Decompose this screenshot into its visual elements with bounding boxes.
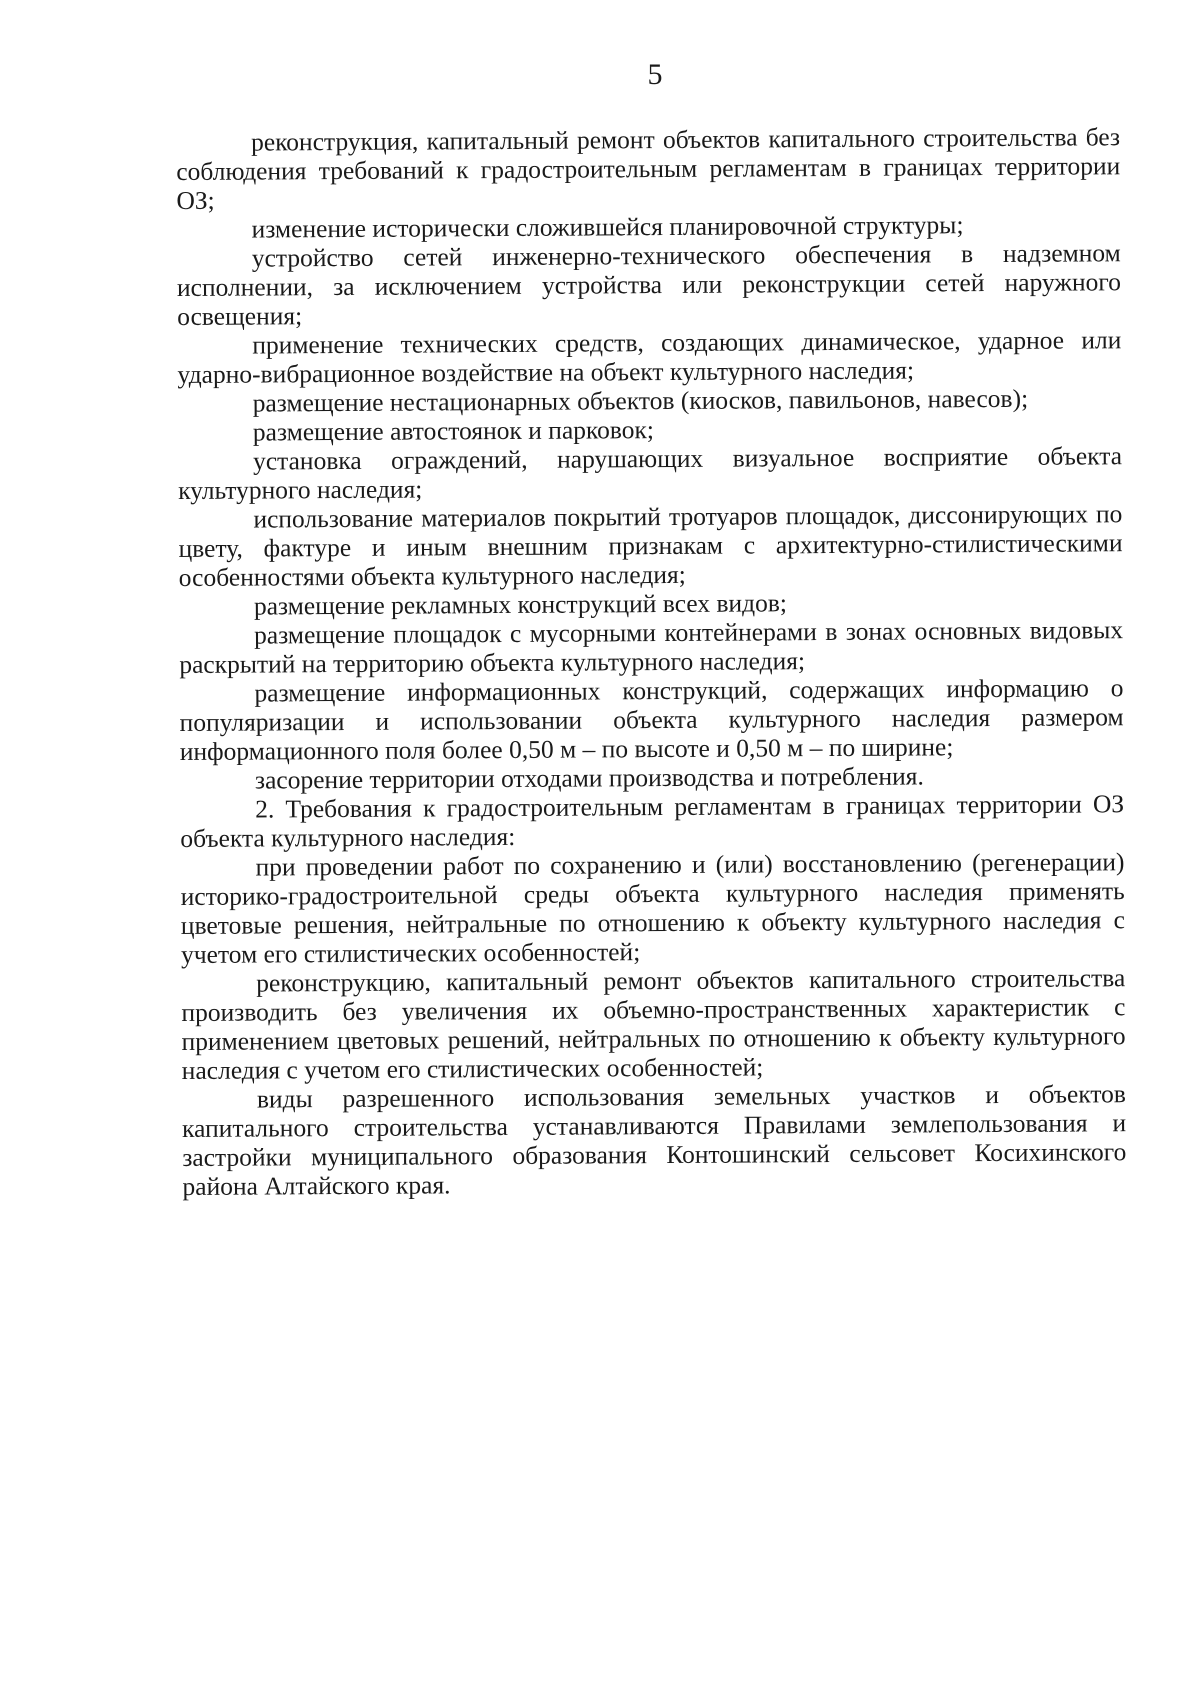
paragraph: применение технических средств, создающих динамическое, ударное или ударно-вибрационное воздействие на объект культурного наследия; — [177, 325, 1122, 389]
paragraph: виды разрешенного использования земельных участков и объектов капитального строительства устанавливаются Правилами землепользования и застройки муниципального образования Контошинский сельсовет Косихинского района Алтайского края. — [182, 1079, 1127, 1201]
paragraph: изменение исторически сложившейся планировочной структуры; — [251, 210, 964, 244]
paragraph: использование материалов покрытий тротуаров площадок, диссонирующих по цвету, фактуре и иным внешним признакам с архитектурно-стилистическими особенностями объекта культурного наследия; — [178, 499, 1123, 592]
page-number: 5 — [647, 58, 663, 91]
paragraph: засорение территории отходами производства и потребления. — [254, 761, 924, 795]
paragraph: устройство сетей инженерно-технического обеспечения в надземном исполнении, за исключением устройства или реконструкции сетей наружного освещения; — [176, 238, 1122, 331]
paragraph: размещение нестационарных объектов (киосков, павильонов, навесов); — [252, 383, 1029, 418]
paragraph: реконструкцию, капитальный ремонт объектов капитального строительства производить без увеличения их объемно-пространственных характеристик с применением цветовых решений, нейтральных по отношению к объекту культурного наследия с учетом его стилистических особенностей; — [181, 963, 1126, 1085]
paragraph: реконструкция, капитальный ремонт объектов капитального строительства без соблюдения требований к градостроительным регламентам в границах территории ОЗ; — [176, 122, 1121, 215]
paragraph: размещение автостоянок и парковок; — [252, 415, 654, 447]
paragraph: размещение информационных конструкций, содержащих информацию о популяризации и использовании объекта культурного наследия размером информационного поля более 0,50 м – по высоте и 0,50 м – по ширине; — [179, 673, 1124, 766]
paragraph: размещение площадок с мусорными контейнерами в зонах основных видовых раскрытий на территорию объекта культурного наследия; — [179, 615, 1124, 679]
paragraph: установка ограждений, нарушающих визуальное восприятие объекта культурного наследия; — [178, 441, 1123, 505]
document-body — [176, 122, 1127, 1201]
section-heading-paragraph: 2. Требования к градостроительным регламентам в границах территории ОЗ объекта культурного наследия: — [180, 789, 1125, 853]
paragraph: при проведении работ по сохранению и (или) восстановлению (регенерации) историко-градостроительной среды объекта культурного наследия применять цветовые решения, нейтральные по отношению к объекту культурного наследия с учетом его стилистических особенностей; — [180, 847, 1125, 969]
paragraph: размещение рекламных конструкций всех видов; — [253, 588, 788, 621]
